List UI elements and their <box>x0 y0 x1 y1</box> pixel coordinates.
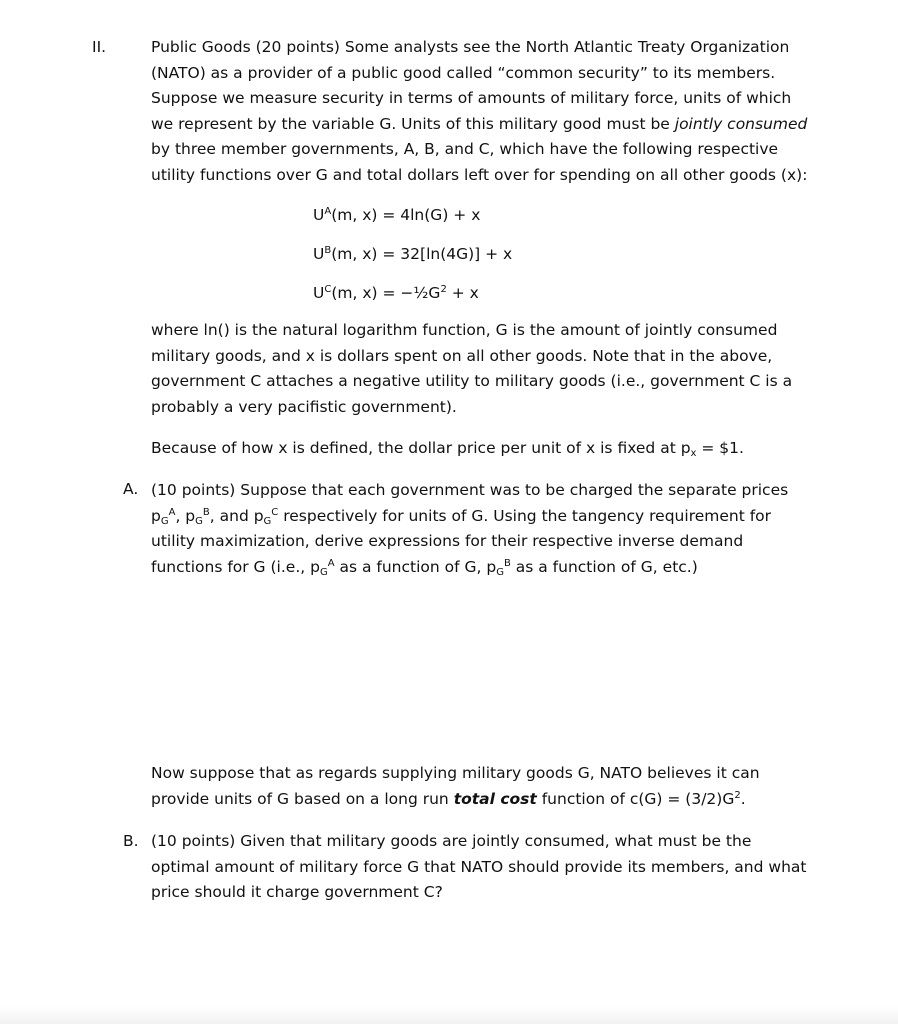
pa-p4: A <box>327 557 335 569</box>
eq3-power: 2 <box>440 284 447 295</box>
pa-s4: G <box>319 566 328 578</box>
pa-t5: as a function of G, p <box>334 557 497 576</box>
cost-text-c: . <box>740 789 746 808</box>
pa-s3: G <box>263 515 272 527</box>
eq3-rest-b: + x <box>446 284 479 302</box>
utility-equation-a <box>313 206 480 224</box>
pa-s1: G <box>160 515 169 527</box>
pa-p1: A <box>168 506 176 518</box>
part-a-question <box>151 478 811 580</box>
price-paragraph <box>151 436 811 462</box>
cost-text-a: Now suppose that as regards supplying military goods G, NATO believes it can provide units of G based on a long run <box>151 764 760 808</box>
pa-t2: , p <box>175 506 196 525</box>
utility-equation-c <box>313 284 479 302</box>
price-sub: x <box>690 448 697 459</box>
pa-t1: (10 points) Suppose that each government was to be charged the separate prices p <box>151 481 789 525</box>
page-bottom-edge <box>0 1006 898 1024</box>
cost-paragraph <box>151 761 811 812</box>
eq3-base: U <box>313 284 325 302</box>
eq3-sup: C <box>324 284 332 295</box>
pa-t4: respectively for units of G. Using the tangency requirement for utility maximization, derive expressions for their respective inverse demand functions for G (i.e., p <box>151 506 772 576</box>
eq1-rest: (m, x) = 4ln(G) + x <box>331 206 481 224</box>
where-paragraph: where ln() is the natural logarithm function, G is the amount of jointly consumed military goods, and x is dollars spent on all other goods. Note that in the above, government C attaches a negative utility to military goods (i.e., government C is a probably a very pacifistic government). <box>151 321 793 416</box>
eq2-rest: (m, x) = 32[ln(4G)] + x <box>331 245 513 263</box>
pa-t3: , and p <box>209 506 264 525</box>
part-b-question: (10 points) Given that military goods are jointly consumed, what must be the optimal amount of military force G that NATO should provide its members, and what price should it charge government C? <box>151 832 807 901</box>
pa-p5: B <box>503 557 511 569</box>
cost-emphasis: total cost <box>453 789 537 808</box>
section-numeral: II. <box>92 38 107 56</box>
pa-s2: G <box>195 515 203 527</box>
eq1-sup: A <box>324 206 332 217</box>
part-a-letter: A. <box>123 480 139 498</box>
pa-t6: as a function of G, etc.) <box>510 557 698 576</box>
pa-p3: C <box>271 506 279 518</box>
eq2-sup: B <box>324 245 332 256</box>
pa-p2: B <box>202 506 210 518</box>
intro-text-a: Public Goods (20 points) Some analysts see the North Atlantic Treaty Organization (NATO) as a provider of a public good called “common security” to its members. Suppose we measure security in terms of amounts of military force, units of which we represent by the variable G. Units of this military good must be <box>151 38 792 133</box>
price-text-a: Because of how x is defined, the dollar price per unit of x is fixed at p <box>151 439 691 457</box>
price-text-b: = $1. <box>696 439 744 457</box>
cost-text-b: function of c(G) = (3/2)G <box>536 789 735 808</box>
pa-s5: G <box>496 566 504 578</box>
eq3-rest-a: (m, x) = −½G <box>331 284 441 302</box>
intro-text-b: by three member governments, A, B, and C, which have the following respective utility functions over G and total dollars left over for spending on all other goods (x): <box>151 140 808 184</box>
utility-equation-b <box>313 245 512 263</box>
eq1-base: U <box>313 206 325 224</box>
intro-paragraph <box>151 35 811 188</box>
cost-power: 2 <box>734 789 741 801</box>
part-b-letter: B. <box>123 832 139 850</box>
intro-emphasis: jointly consumed <box>674 114 808 133</box>
eq2-base: U <box>313 245 325 263</box>
